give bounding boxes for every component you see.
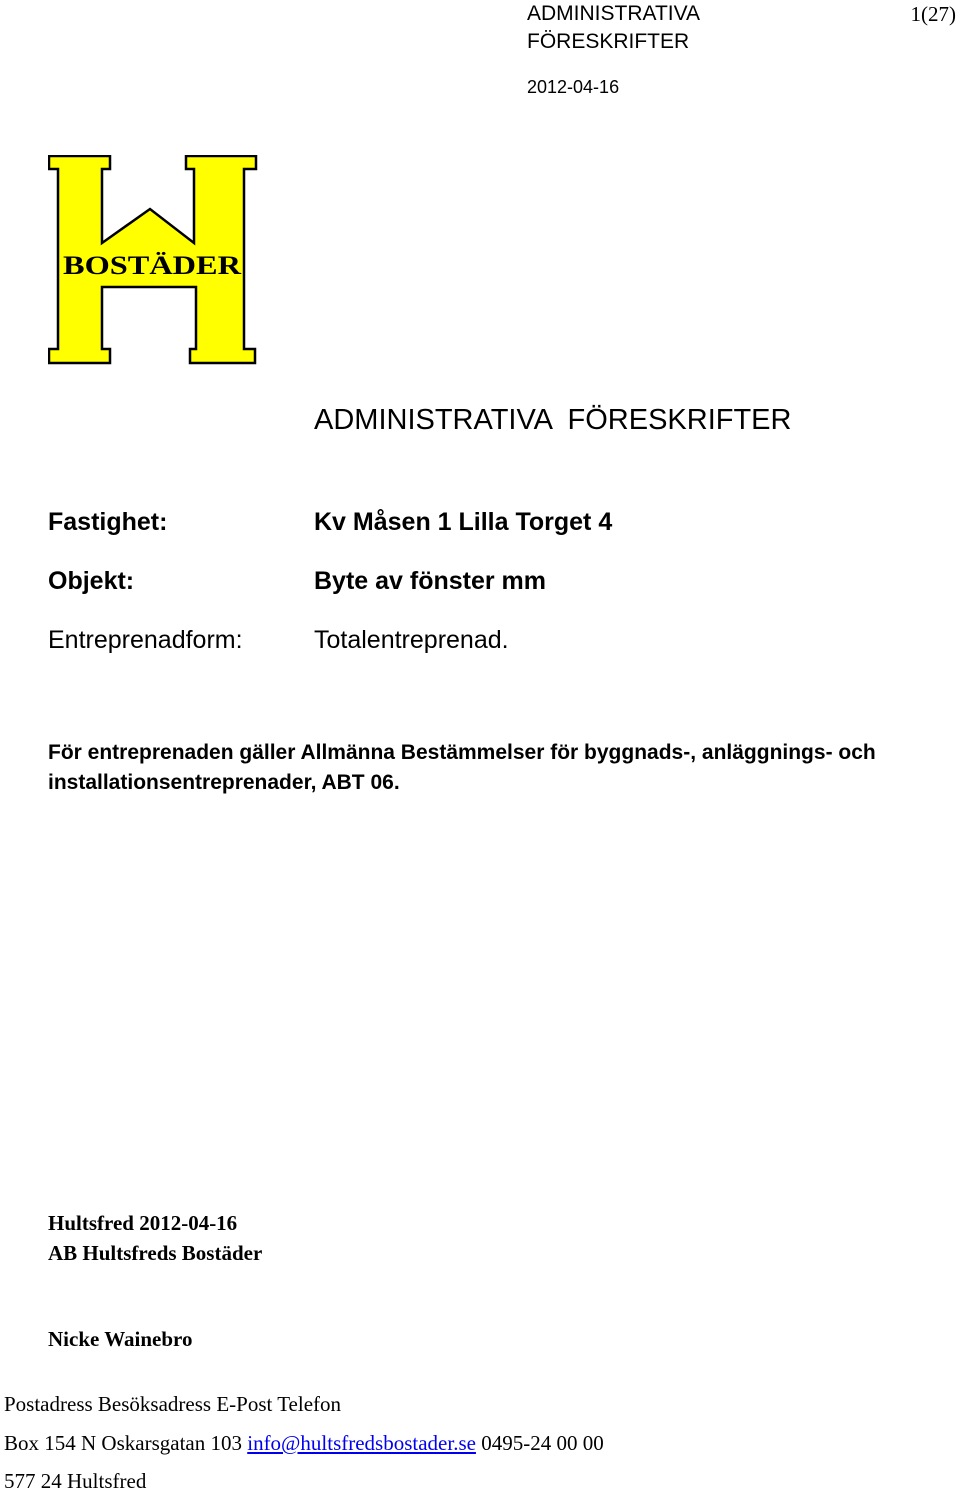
footer-contact-line	[4, 1428, 604, 1458]
page-number: 1(27)	[910, 2, 956, 26]
field-value-objekt: Byte av fönster mm	[314, 567, 547, 595]
footer-phone: 0495-24 00 00	[481, 1431, 604, 1455]
abt-paragraph: För entreprenaden gäller Allmänna Bestämmelser för byggnads-, anläggnings- och installationsentreprenader, ABT 06.	[48, 741, 876, 794]
header-title-line2: FÖRESKRIFTER	[527, 30, 690, 53]
field-label-fastighet: Fastighet:	[48, 508, 168, 536]
document-title: ADMINISTRATIVA FÖRESKRIFTER	[314, 404, 792, 436]
header-title-line1: ADMINISTRATIVA	[527, 2, 701, 25]
signature-name: Nicke Wainebro	[48, 1327, 193, 1351]
footer-address: Box 154 N Oskarsgatan 103	[4, 1431, 242, 1455]
footer-headings: Postadress Besöksadress E-Post Telefon	[4, 1392, 342, 1416]
field-label-entreprenadform: Entreprenadform:	[48, 626, 243, 654]
field-value-fastighet: Kv Måsen 1 Lilla Torget 4	[314, 508, 613, 536]
header-title	[527, 0, 700, 56]
header-date: 2012-04-16	[527, 77, 620, 97]
footer-email-link[interactable]: info@hultsfredsbostader.se	[247, 1431, 476, 1455]
bostader-logo	[48, 155, 258, 365]
signature-company: AB Hultsfreds Bostäder	[48, 1241, 263, 1265]
logo-text: BOSTÄDER	[63, 251, 242, 280]
field-value-entreprenadform: Totalentreprenad.	[314, 626, 509, 654]
signature-place-date: Hultsfred 2012-04-16	[48, 1211, 238, 1235]
footer-postal: 577 24 Hultsfred	[4, 1469, 147, 1493]
field-label-objekt: Objekt:	[48, 567, 135, 595]
